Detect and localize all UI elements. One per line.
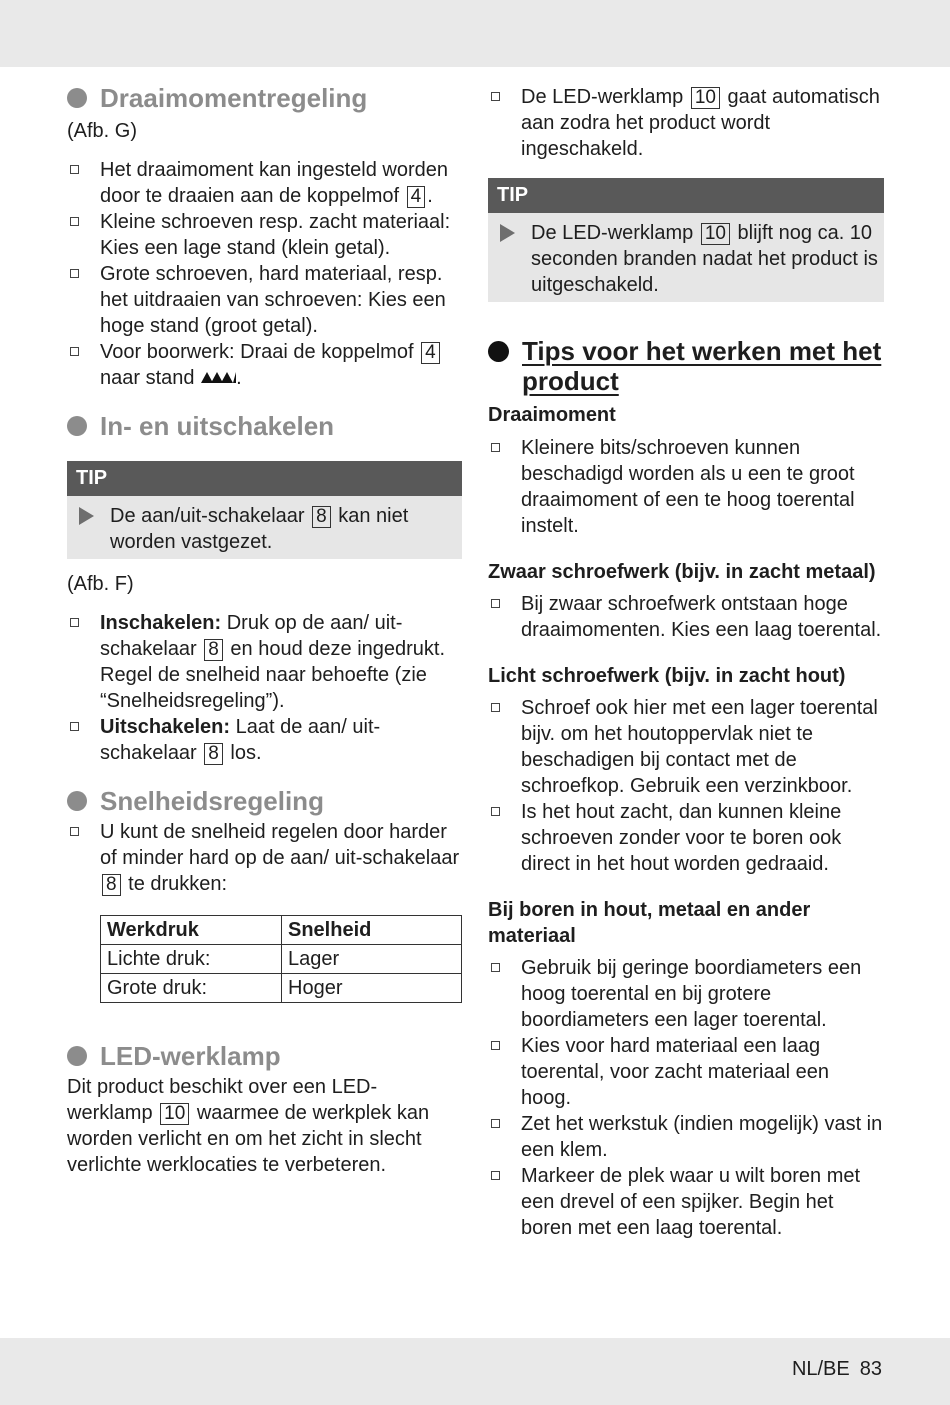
list-item: Uitschakelen: Laat de aan/ uit-schakelaar 8 los. (67, 714, 462, 766)
checkbox-icon (488, 799, 521, 877)
speed-heading: Snelheidsregeling (67, 786, 462, 816)
torque-figure-ref: (Afb. G) (67, 120, 138, 142)
subheading: Bij boren in hout, metaal en ander materiaal (488, 899, 811, 947)
language-code: NL/BE (791, 1358, 850, 1380)
drill-symbol-icon (200, 370, 236, 384)
top-band (0, 0, 950, 67)
list-item: De LED-werklamp 10 gaat automatisch aan zodra het product wordt ingeschakeld. (488, 84, 884, 162)
checkbox-icon (488, 955, 521, 1033)
checkbox-icon (67, 157, 100, 209)
checkbox-icon (67, 339, 100, 391)
checkbox-icon (488, 695, 521, 799)
list-item: Kleine schroeven resp. zacht materiaal: Kies een lage stand (klein getal). (67, 209, 462, 261)
checkbox-icon (67, 819, 100, 897)
triangle-arrow-icon (77, 503, 110, 555)
list-item: Het draaimoment kan ingesteld worden door te draaien aan de koppelmof 4 . (67, 157, 462, 209)
speed-table (100, 915, 462, 1003)
tip-text: De aan/uit-schakelaar 8 kan niet worden vastgezet. (67, 496, 462, 559)
bullet-icon (67, 791, 87, 811)
tip-label: TIP (67, 461, 462, 496)
bullet-icon (67, 1046, 87, 1066)
tips-heading: Tips voor het werken met het product (488, 336, 884, 396)
checkbox-icon (67, 209, 100, 261)
part-number: 10 (691, 87, 720, 109)
list-item: Is het hout zacht, dan kunnen kleine schroeven zonder voor te boren ook direct in het hout worden gedraaid. (488, 799, 884, 877)
right-column (488, 80, 884, 1241)
part-number: 8 (312, 506, 331, 528)
table-row: Grote druk: Hoger (101, 974, 462, 1003)
list-item: Kies voor hard materiaal een laag toerental, voor zacht materiaal een hoog. (488, 1033, 884, 1111)
led-heading: LED-werklamp (67, 1041, 462, 1071)
bullet-icon (488, 341, 509, 362)
tip-label: TIP (488, 178, 884, 213)
checkbox-icon (488, 1033, 521, 1111)
part-number: 8 (204, 743, 223, 765)
onoff-figure-ref: (Afb. F) (67, 573, 134, 595)
subheading: Zwaar schroefwerk (bijv. in zacht metaal) (488, 561, 876, 583)
part-number: 8 (102, 874, 121, 896)
torque-heading: Draaimomentregeling (67, 83, 462, 113)
list-item: Gebruik bij geringe boordiameters een hoog toerental en bij grotere boordiameters een lager toerental. (488, 955, 884, 1033)
checkbox-icon (67, 261, 100, 339)
list-item: U kunt de snelheid regelen door harder of minder hard op de aan/ uit-schakelaar 8 te drukken: (67, 819, 462, 897)
list-item: Voor boorwerk: Draai de koppelmof 4 naar stand . (67, 339, 462, 391)
part-number: 10 (701, 223, 730, 245)
list-item: Schroef ook hier met een lager toerental bijv. om het houtoppervlak niet te beschadigen bij contact met de schroefkop. Gebruik een verzinkboor. (488, 695, 884, 799)
list-item: Inschakelen: Druk op de aan/ uit-schakelaar 8 en houd deze ingedrukt. Regel de snelheid naar behoefte (zie “Snelheidsregeling”). (67, 610, 462, 714)
part-number: 8 (204, 639, 223, 661)
checkbox-icon (488, 591, 521, 643)
triangle-arrow-icon (498, 220, 531, 298)
subheading: Licht schroefwerk (bijv. in zacht hout) (488, 665, 846, 687)
tip-text: De LED-werklamp 10 blijft nog ca. 10 seconden branden nadat het product is uitgeschakeld. (488, 213, 884, 302)
checkbox-icon (488, 435, 521, 539)
checkbox-icon (67, 610, 100, 714)
list-item: Zet het werkstuk (indien mogelijk) vast in een klem. (488, 1111, 884, 1163)
part-number: 4 (421, 342, 440, 364)
checkbox-icon (488, 1163, 521, 1241)
bullet-icon (67, 416, 87, 436)
page-number: 83 (859, 1358, 882, 1380)
tip-box (67, 461, 462, 559)
checkbox-icon (67, 714, 100, 766)
bullet-icon (67, 88, 87, 108)
checkbox-icon (488, 84, 521, 162)
page-footer (782, 1358, 882, 1381)
subheading: Draaimoment (488, 404, 616, 426)
part-number: 4 (407, 186, 426, 208)
table-header-row: Werkdruk Snelheid (101, 916, 462, 945)
part-number: 10 (160, 1103, 189, 1125)
onoff-heading: In- en uitschakelen (67, 411, 462, 441)
checkbox-icon (488, 1111, 521, 1163)
tip-box (488, 178, 884, 302)
list-item: Bij zwaar schroefwerk ontstaan hoge draaimomenten. Kies een laag toerental. (488, 591, 884, 643)
left-column (67, 80, 462, 1178)
table-row: Lichte druk: Lager (101, 945, 462, 974)
list-item: Markeer de plek waar u wilt boren met een drevel of een spijker. Begin het boren met een laag toerental. (488, 1163, 884, 1241)
led-paragraph: Dit product beschikt over een LED-werklamp 10 waarmee de werkplek kan worden verlicht en om het zicht in slecht verlichte werklocaties te verbeteren. (67, 1076, 430, 1176)
list-item: Grote schroeven, hard materiaal, resp. het uitdraaien van schroeven: Kies een hoge stand (groot getal). (67, 261, 462, 339)
list-item: Kleinere bits/schroeven kunnen beschadigd worden als u een te groot draaimoment of een te hoog toerental instelt. (488, 435, 884, 539)
